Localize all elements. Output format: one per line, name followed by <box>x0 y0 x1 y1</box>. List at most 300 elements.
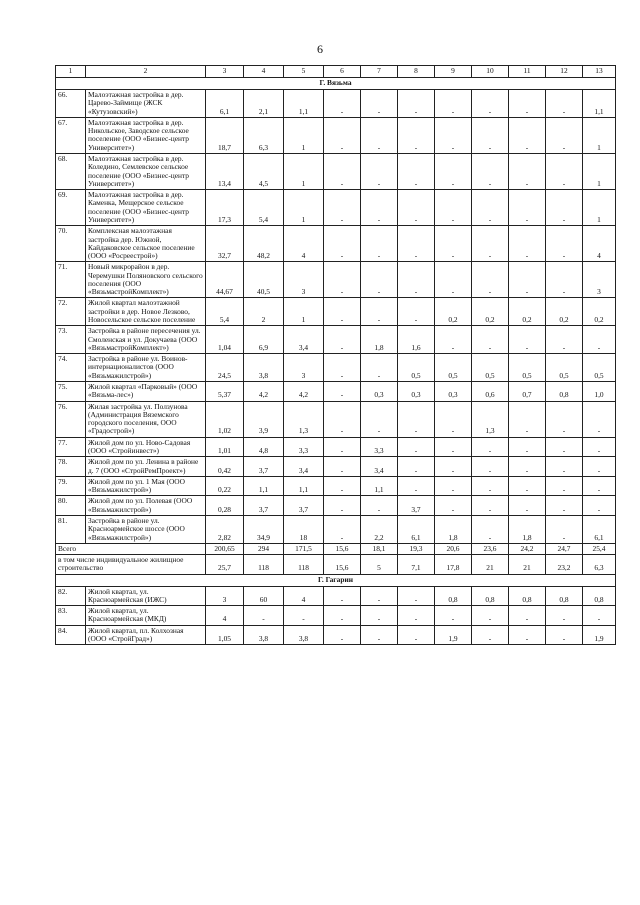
row-number: 82. <box>56 586 86 606</box>
row-number: 77. <box>56 437 86 457</box>
value-cell: - <box>472 625 509 645</box>
value-cell: - <box>398 90 435 118</box>
value-cell: 3,4 <box>361 457 398 477</box>
value-cell: 4 <box>583 226 616 262</box>
value-cell: - <box>398 586 435 606</box>
row-number: 74. <box>56 354 86 382</box>
value-cell: - <box>509 401 546 437</box>
value-cell: 2,1 <box>244 90 284 118</box>
value-cell: 1,6 <box>398 326 435 354</box>
value-cell: - <box>361 153 398 189</box>
column-header: 11 <box>509 66 546 78</box>
value-cell: 18 <box>284 515 324 543</box>
value-cell: 3,3 <box>284 437 324 457</box>
value-cell: 0,8 <box>509 586 546 606</box>
table-row <box>56 401 616 437</box>
total-value: 6,3 <box>583 555 616 575</box>
value-cell: - <box>435 226 472 262</box>
value-cell: - <box>472 476 509 496</box>
value-cell: 0,8 <box>583 586 616 606</box>
value-cell: - <box>546 625 583 645</box>
column-header: 3 <box>206 66 244 78</box>
table-row <box>56 625 616 645</box>
value-cell: - <box>472 457 509 477</box>
value-cell: 0,5 <box>435 354 472 382</box>
value-cell: - <box>324 262 361 298</box>
row-number: 76. <box>56 401 86 437</box>
table-row <box>56 496 616 516</box>
table-row <box>56 326 616 354</box>
value-cell: 4 <box>206 606 244 626</box>
value-cell: - <box>583 496 616 516</box>
row-description: Малоэтажная застройка в дер. Никольское, Заводское сельское поселение (ООО «Бизнес-центр Университет») <box>86 117 206 153</box>
value-cell: 0,42 <box>206 457 244 477</box>
value-cell: 34,9 <box>244 515 284 543</box>
value-cell: 1,8 <box>361 326 398 354</box>
value-cell: - <box>546 117 583 153</box>
total-value: 15,6 <box>324 555 361 575</box>
value-cell: 0,8 <box>472 586 509 606</box>
value-cell: 0,2 <box>583 298 616 326</box>
total-value: 23,6 <box>472 543 509 554</box>
value-cell: 0,28 <box>206 496 244 516</box>
value-cell: - <box>435 117 472 153</box>
total-value: 5 <box>361 555 398 575</box>
value-cell: - <box>546 153 583 189</box>
column-header: 13 <box>583 66 616 78</box>
value-cell: 1 <box>284 190 324 226</box>
value-cell: 24,5 <box>206 354 244 382</box>
value-cell: - <box>324 326 361 354</box>
value-cell: - <box>509 117 546 153</box>
value-cell: 3,7 <box>244 457 284 477</box>
value-cell: 0,5 <box>398 354 435 382</box>
value-cell: 3 <box>284 354 324 382</box>
column-header: 1 <box>56 66 86 78</box>
table-row <box>56 153 616 189</box>
value-cell: - <box>361 496 398 516</box>
value-cell: 5,4 <box>244 190 284 226</box>
value-cell: - <box>361 586 398 606</box>
table-row <box>56 476 616 496</box>
value-cell: - <box>583 326 616 354</box>
column-header: 12 <box>546 66 583 78</box>
value-cell: - <box>435 262 472 298</box>
value-cell: 0,3 <box>435 382 472 402</box>
value-cell: 1,05 <box>206 625 244 645</box>
value-cell: - <box>361 117 398 153</box>
value-cell: 6,9 <box>244 326 284 354</box>
value-cell: - <box>583 437 616 457</box>
total-value: 15,6 <box>324 543 361 554</box>
value-cell: - <box>509 496 546 516</box>
value-cell: 0,6 <box>472 382 509 402</box>
total-value: 25,4 <box>583 543 616 554</box>
value-cell: 3,8 <box>244 625 284 645</box>
value-cell: - <box>472 326 509 354</box>
table-row <box>56 190 616 226</box>
value-cell: - <box>324 382 361 402</box>
row-number: 80. <box>56 496 86 516</box>
value-cell: - <box>324 457 361 477</box>
value-cell: 1,1 <box>361 476 398 496</box>
total-value: 171,5 <box>284 543 324 554</box>
value-cell: - <box>583 457 616 477</box>
value-cell: - <box>435 326 472 354</box>
value-cell: - <box>509 190 546 226</box>
value-cell: - <box>472 226 509 262</box>
total-label: Всего <box>56 543 206 554</box>
row-number: 71. <box>56 262 86 298</box>
value-cell: 1,9 <box>583 625 616 645</box>
value-cell: 0,2 <box>435 298 472 326</box>
value-cell: - <box>546 476 583 496</box>
total-value: 118 <box>244 555 284 575</box>
value-cell: 1 <box>583 153 616 189</box>
value-cell: - <box>546 437 583 457</box>
value-cell: - <box>361 298 398 326</box>
value-cell: - <box>324 354 361 382</box>
value-cell: - <box>546 262 583 298</box>
total-value: 24,2 <box>509 543 546 554</box>
value-cell: - <box>583 476 616 496</box>
table-row <box>56 586 616 606</box>
value-cell: - <box>398 606 435 626</box>
total-value: 118 <box>284 555 324 575</box>
row-number: 67. <box>56 117 86 153</box>
value-cell: 32,7 <box>206 226 244 262</box>
value-cell: - <box>361 606 398 626</box>
value-cell: 40,5 <box>244 262 284 298</box>
row-number: 83. <box>56 606 86 626</box>
housing-construction-table <box>55 65 616 645</box>
row-description: Жилой квартал, ул. Красноармейская (МКД) <box>86 606 206 626</box>
value-cell: 0,8 <box>546 382 583 402</box>
value-cell: 1 <box>284 298 324 326</box>
total-value: 17,8 <box>435 555 472 575</box>
value-cell: 3 <box>284 262 324 298</box>
value-cell: - <box>509 90 546 118</box>
total-value: 21 <box>472 555 509 575</box>
value-cell: 3,8 <box>244 354 284 382</box>
value-cell: 3,4 <box>284 457 324 477</box>
value-cell: 3,7 <box>398 496 435 516</box>
value-cell: 1,04 <box>206 326 244 354</box>
row-description: Комплексная малоэтажная застройка дер. Южной, Кайдаковское сельское поселение (ООО «Росреестрой») <box>86 226 206 262</box>
value-cell: - <box>472 606 509 626</box>
value-cell: 2 <box>244 298 284 326</box>
row-number: 69. <box>56 190 86 226</box>
total-value: 23,2 <box>546 555 583 575</box>
value-cell: - <box>324 496 361 516</box>
value-cell: 4 <box>284 226 324 262</box>
value-cell: - <box>472 190 509 226</box>
value-cell: 0,2 <box>546 298 583 326</box>
table-row <box>56 226 616 262</box>
value-cell: 1 <box>284 153 324 189</box>
value-cell: 0,3 <box>361 382 398 402</box>
city-row <box>56 574 616 586</box>
value-cell: 1,8 <box>509 515 546 543</box>
table-row <box>56 382 616 402</box>
value-cell: - <box>546 226 583 262</box>
table-row <box>56 354 616 382</box>
row-description: Малоэтажная застройка в дер. Царево-Займище (ЖСК «Кутузовский») <box>86 90 206 118</box>
value-cell: 1,01 <box>206 437 244 457</box>
value-cell: 1 <box>284 117 324 153</box>
table-row <box>56 262 616 298</box>
value-cell: - <box>361 354 398 382</box>
value-cell: - <box>546 457 583 477</box>
row-description: Малоэтажная застройка в дер. Каменка, Мещерское сельское поселение (ООО «Бизнес-центр Университет») <box>86 190 206 226</box>
row-number: 75. <box>56 382 86 402</box>
column-header: 7 <box>361 66 398 78</box>
value-cell: 18,7 <box>206 117 244 153</box>
row-number: 70. <box>56 226 86 262</box>
table-row <box>56 117 616 153</box>
value-cell: 48,2 <box>244 226 284 262</box>
total-value: 7,1 <box>398 555 435 575</box>
value-cell: - <box>324 226 361 262</box>
value-cell: - <box>398 153 435 189</box>
value-cell: - <box>472 437 509 457</box>
value-cell: 0,5 <box>472 354 509 382</box>
value-cell: - <box>583 401 616 437</box>
total-value: 21 <box>509 555 546 575</box>
value-cell: - <box>509 625 546 645</box>
row-description: Застройка в районе ул. Воинов-интернационалистов (ООО «Вязьмажилстрой») <box>86 354 206 382</box>
row-number: 73. <box>56 326 86 354</box>
value-cell: 0,3 <box>398 382 435 402</box>
row-description: Новый микрорайон в дер. Черемушки Поляновского сельского поселения (ООО «ВязьмастройКомплект») <box>86 262 206 298</box>
value-cell: - <box>398 117 435 153</box>
value-cell: 0,5 <box>509 354 546 382</box>
value-cell: - <box>324 476 361 496</box>
value-cell: - <box>324 586 361 606</box>
value-cell: 1,0 <box>583 382 616 402</box>
page-number: 6 <box>317 42 323 56</box>
value-cell: 3 <box>206 586 244 606</box>
total-row <box>56 543 616 554</box>
row-description: Застройка в районе пересечения ул. Смоленская и ул. Докучаева (ООО «ВязьмастройКомплект») <box>86 326 206 354</box>
table-row <box>56 437 616 457</box>
row-description: Жилой квартал малоэтажной застройки в дер. Новое Лезково, Новосельское сельское поселение <box>86 298 206 326</box>
total-row <box>56 555 616 575</box>
value-cell: 3 <box>583 262 616 298</box>
table-row <box>56 298 616 326</box>
value-cell: 0,7 <box>509 382 546 402</box>
table-row <box>56 515 616 543</box>
row-number: 78. <box>56 457 86 477</box>
value-cell: 2,2 <box>361 515 398 543</box>
row-number: 66. <box>56 90 86 118</box>
value-cell: - <box>324 401 361 437</box>
value-cell: 4 <box>284 586 324 606</box>
row-description: Жилой дом по ул. Полевая (ООО «Вязьмажилстрой») <box>86 496 206 516</box>
value-cell: 0,2 <box>472 298 509 326</box>
row-number: 68. <box>56 153 86 189</box>
value-cell: - <box>435 401 472 437</box>
table-row <box>56 90 616 118</box>
row-description: Жилой квартал, ул. Красноармейская (ИЖС) <box>86 586 206 606</box>
row-description: Жилой дом по ул. Ленина в районе д. 7 (ООО «СтройРемПроект») <box>86 457 206 477</box>
value-cell: - <box>324 117 361 153</box>
value-cell: 5,4 <box>206 298 244 326</box>
value-cell: - <box>435 606 472 626</box>
value-cell: 1,1 <box>284 476 324 496</box>
value-cell: - <box>324 190 361 226</box>
value-cell: - <box>546 326 583 354</box>
value-cell: - <box>435 437 472 457</box>
value-cell: 3,9 <box>244 401 284 437</box>
row-description: Жилая застройка ул. Ползунова (Администрация Вяземского городского поселения, ООО «Градострой») <box>86 401 206 437</box>
value-cell: - <box>583 606 616 626</box>
value-cell: - <box>546 515 583 543</box>
value-cell: - <box>435 153 472 189</box>
total-value: 200,65 <box>206 543 244 554</box>
value-cell: 4,2 <box>244 382 284 402</box>
value-cell: 1,3 <box>284 401 324 437</box>
value-cell: 0,5 <box>583 354 616 382</box>
value-cell: 0,2 <box>509 298 546 326</box>
city-name: Г. Гагарин <box>56 574 616 586</box>
value-cell: 3,7 <box>284 496 324 516</box>
column-header: 4 <box>244 66 284 78</box>
table-row <box>56 606 616 626</box>
value-cell: 1 <box>583 190 616 226</box>
value-cell: - <box>244 606 284 626</box>
row-description: Жилой квартал «Парковый» (ООО «Вязьма-лес») <box>86 382 206 402</box>
row-description: Жилой дом по ул. 1 Мая (ООО «Вязьмажилстрой») <box>86 476 206 496</box>
value-cell: - <box>472 262 509 298</box>
value-cell: - <box>324 298 361 326</box>
value-cell: - <box>435 190 472 226</box>
value-cell: - <box>509 226 546 262</box>
value-cell: - <box>361 226 398 262</box>
row-number: 72. <box>56 298 86 326</box>
column-header: 8 <box>398 66 435 78</box>
row-number: 79. <box>56 476 86 496</box>
value-cell: - <box>472 496 509 516</box>
row-description: Жилой дом по ул. Ново-Садовая (ООО «Стройинвест») <box>86 437 206 457</box>
value-cell: 0,8 <box>546 586 583 606</box>
value-cell: - <box>361 190 398 226</box>
value-cell: - <box>324 437 361 457</box>
value-cell: - <box>472 117 509 153</box>
column-header: 9 <box>435 66 472 78</box>
value-cell: - <box>546 90 583 118</box>
value-cell: - <box>324 153 361 189</box>
city-name: Г. Вязьма <box>56 78 616 90</box>
value-cell: - <box>398 457 435 477</box>
row-description: Малоэтажная застройка в дер. Коледино, Семлевское сельское поселение (ООО «Бизнес-центр Университет») <box>86 153 206 189</box>
value-cell: - <box>398 625 435 645</box>
total-value: 294 <box>244 543 284 554</box>
value-cell: - <box>324 90 361 118</box>
value-cell: 4,2 <box>284 382 324 402</box>
value-cell: - <box>398 226 435 262</box>
value-cell: 1,9 <box>435 625 472 645</box>
value-cell: 3,7 <box>244 496 284 516</box>
value-cell: - <box>546 190 583 226</box>
total-value: 18,1 <box>361 543 398 554</box>
value-cell: - <box>398 262 435 298</box>
value-cell: - <box>509 262 546 298</box>
value-cell: 1,3 <box>472 401 509 437</box>
value-cell: 0,5 <box>546 354 583 382</box>
value-cell: - <box>472 515 509 543</box>
value-cell: 1,1 <box>244 476 284 496</box>
value-cell: 0,8 <box>435 586 472 606</box>
row-number: 84. <box>56 625 86 645</box>
value-cell: 6,1 <box>583 515 616 543</box>
row-description: Застройка в районе ул. Красноармейское шоссе (ООО «Вязьмажилстрой») <box>86 515 206 543</box>
value-cell: 1,1 <box>583 90 616 118</box>
row-description: Жилой квартал, пл. Колхозная (ООО «СтройГрад») <box>86 625 206 645</box>
value-cell: 60 <box>244 586 284 606</box>
value-cell: 0,22 <box>206 476 244 496</box>
value-cell: 3,8 <box>284 625 324 645</box>
value-cell: - <box>324 625 361 645</box>
value-cell: - <box>435 476 472 496</box>
value-cell: - <box>472 153 509 189</box>
value-cell: - <box>509 437 546 457</box>
value-cell: - <box>284 606 324 626</box>
value-cell: - <box>435 90 472 118</box>
header-row <box>56 66 616 78</box>
value-cell: - <box>361 401 398 437</box>
value-cell: 44,67 <box>206 262 244 298</box>
value-cell: - <box>435 457 472 477</box>
value-cell: - <box>509 476 546 496</box>
value-cell: 1 <box>583 117 616 153</box>
value-cell: - <box>398 298 435 326</box>
value-cell: - <box>509 606 546 626</box>
value-cell: - <box>361 90 398 118</box>
value-cell: - <box>398 476 435 496</box>
column-header: 5 <box>284 66 324 78</box>
value-cell: - <box>361 262 398 298</box>
value-cell: 1,8 <box>435 515 472 543</box>
value-cell: - <box>398 190 435 226</box>
value-cell: 4,5 <box>244 153 284 189</box>
value-cell: - <box>435 496 472 516</box>
value-cell: - <box>509 153 546 189</box>
total-value: 25,7 <box>206 555 244 575</box>
column-header: 6 <box>324 66 361 78</box>
value-cell: 4,8 <box>244 437 284 457</box>
value-cell: 1,02 <box>206 401 244 437</box>
value-cell: 13,4 <box>206 153 244 189</box>
value-cell: 6,1 <box>398 515 435 543</box>
value-cell: 5,37 <box>206 382 244 402</box>
total-label: в том числе индивидуальное жилищное строительство <box>56 555 206 575</box>
value-cell: 6,3 <box>244 117 284 153</box>
column-header: 10 <box>472 66 509 78</box>
total-value: 19,3 <box>398 543 435 554</box>
value-cell: - <box>472 90 509 118</box>
value-cell: - <box>324 606 361 626</box>
table-row <box>56 457 616 477</box>
value-cell: - <box>398 401 435 437</box>
value-cell: - <box>398 437 435 457</box>
value-cell: 3,3 <box>361 437 398 457</box>
value-cell: 1,1 <box>284 90 324 118</box>
row-number: 81. <box>56 515 86 543</box>
value-cell: - <box>509 457 546 477</box>
value-cell: - <box>509 326 546 354</box>
column-header: 2 <box>86 66 206 78</box>
